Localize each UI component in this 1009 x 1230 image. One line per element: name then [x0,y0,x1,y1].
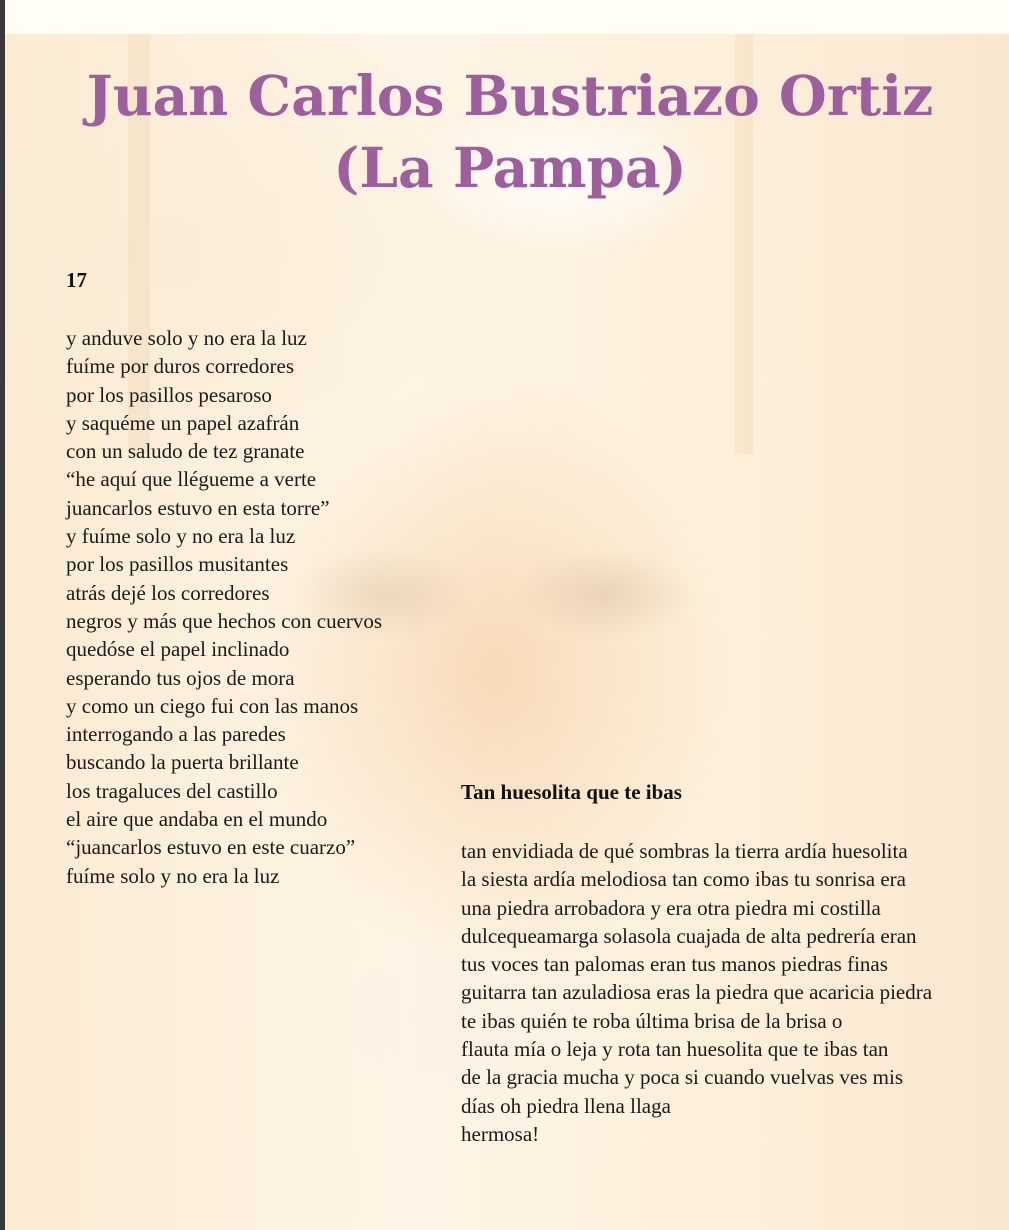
poem-left-column [66,324,382,890]
poem-line: y saquéme un papel azafrán [66,410,300,435]
poem-line: con un saludo de tez granate [66,439,305,464]
poem-line: por los pasillos pesaroso [66,382,272,407]
poem-line: hermosa! [461,1121,540,1146]
poem-line: fuíme por duros corredores [66,354,295,379]
poem-line: esperando tus ojos de mora [66,665,295,690]
poem-line: y fuíme solo y no era la luz [66,524,296,549]
poem-line: interrogando a las paredes [66,722,286,747]
poem-line: “juancarlos estuvo en este cuarzo” [66,835,356,860]
poem-line: “he aquí que llégueme a verte [66,467,317,492]
page-title [40,60,980,204]
poem-line: dulcequeamarga solasola cuajada de alta pedrería eran [461,923,917,948]
poem-line: buscando la puerta brillante [66,750,299,775]
poem-line: de la gracia mucha y poca si cuando vuelvas ves mis [461,1065,904,1090]
poem-line: y anduve solo y no era la luz [66,326,307,350]
poem-line: tus voces tan palomas eran tus manos piedras finas [461,952,888,977]
poem-line: flauta mía o leja y rota tan huesolita que te ibas tan [461,1037,889,1062]
poem-number: 17 [66,268,87,292]
poem-line: la siesta ardía melodiosa tan como ibas tu sonrisa era [461,867,906,892]
poem-line: fuíme solo y no era la luz [66,863,280,888]
poem-line: negros y más que hechos con cuervos [66,608,383,633]
poem-line: días oh piedra llena llaga [461,1093,671,1118]
poem-line: juancarlos estuvo en esta torre” [66,495,330,520]
poem-line: quedóse el papel inclinado [66,637,290,662]
poem-line: atrás dejé los corredores [66,580,270,605]
poem-line: y como un ciego fui con las manos [66,693,359,718]
poem-line: te ibas quién te roba última brisa de la brisa o [461,1008,843,1033]
poem-line: por los pasillos musitantes [66,552,289,577]
poem-title: Tan huesolita que te ibas [461,780,682,804]
poem-line: los tragaluces del castillo [66,778,278,803]
poem-line: una piedra arrobadora y era otra piedra mi costilla [461,895,881,920]
title-line-province: (La Pampa) [333,135,687,200]
poem-right-column [461,837,932,1148]
poem-line: el aire que andaba en el mundo [66,807,328,832]
poem-line: tan envidiada de qué sombras la tierra ardía huesolita [461,839,908,863]
title-line-name: Juan Carlos Bustriazo Ortiz [86,63,934,128]
poem-line: guitarra tan azuladiosa eras la piedra que acaricia piedra [461,980,933,1005]
